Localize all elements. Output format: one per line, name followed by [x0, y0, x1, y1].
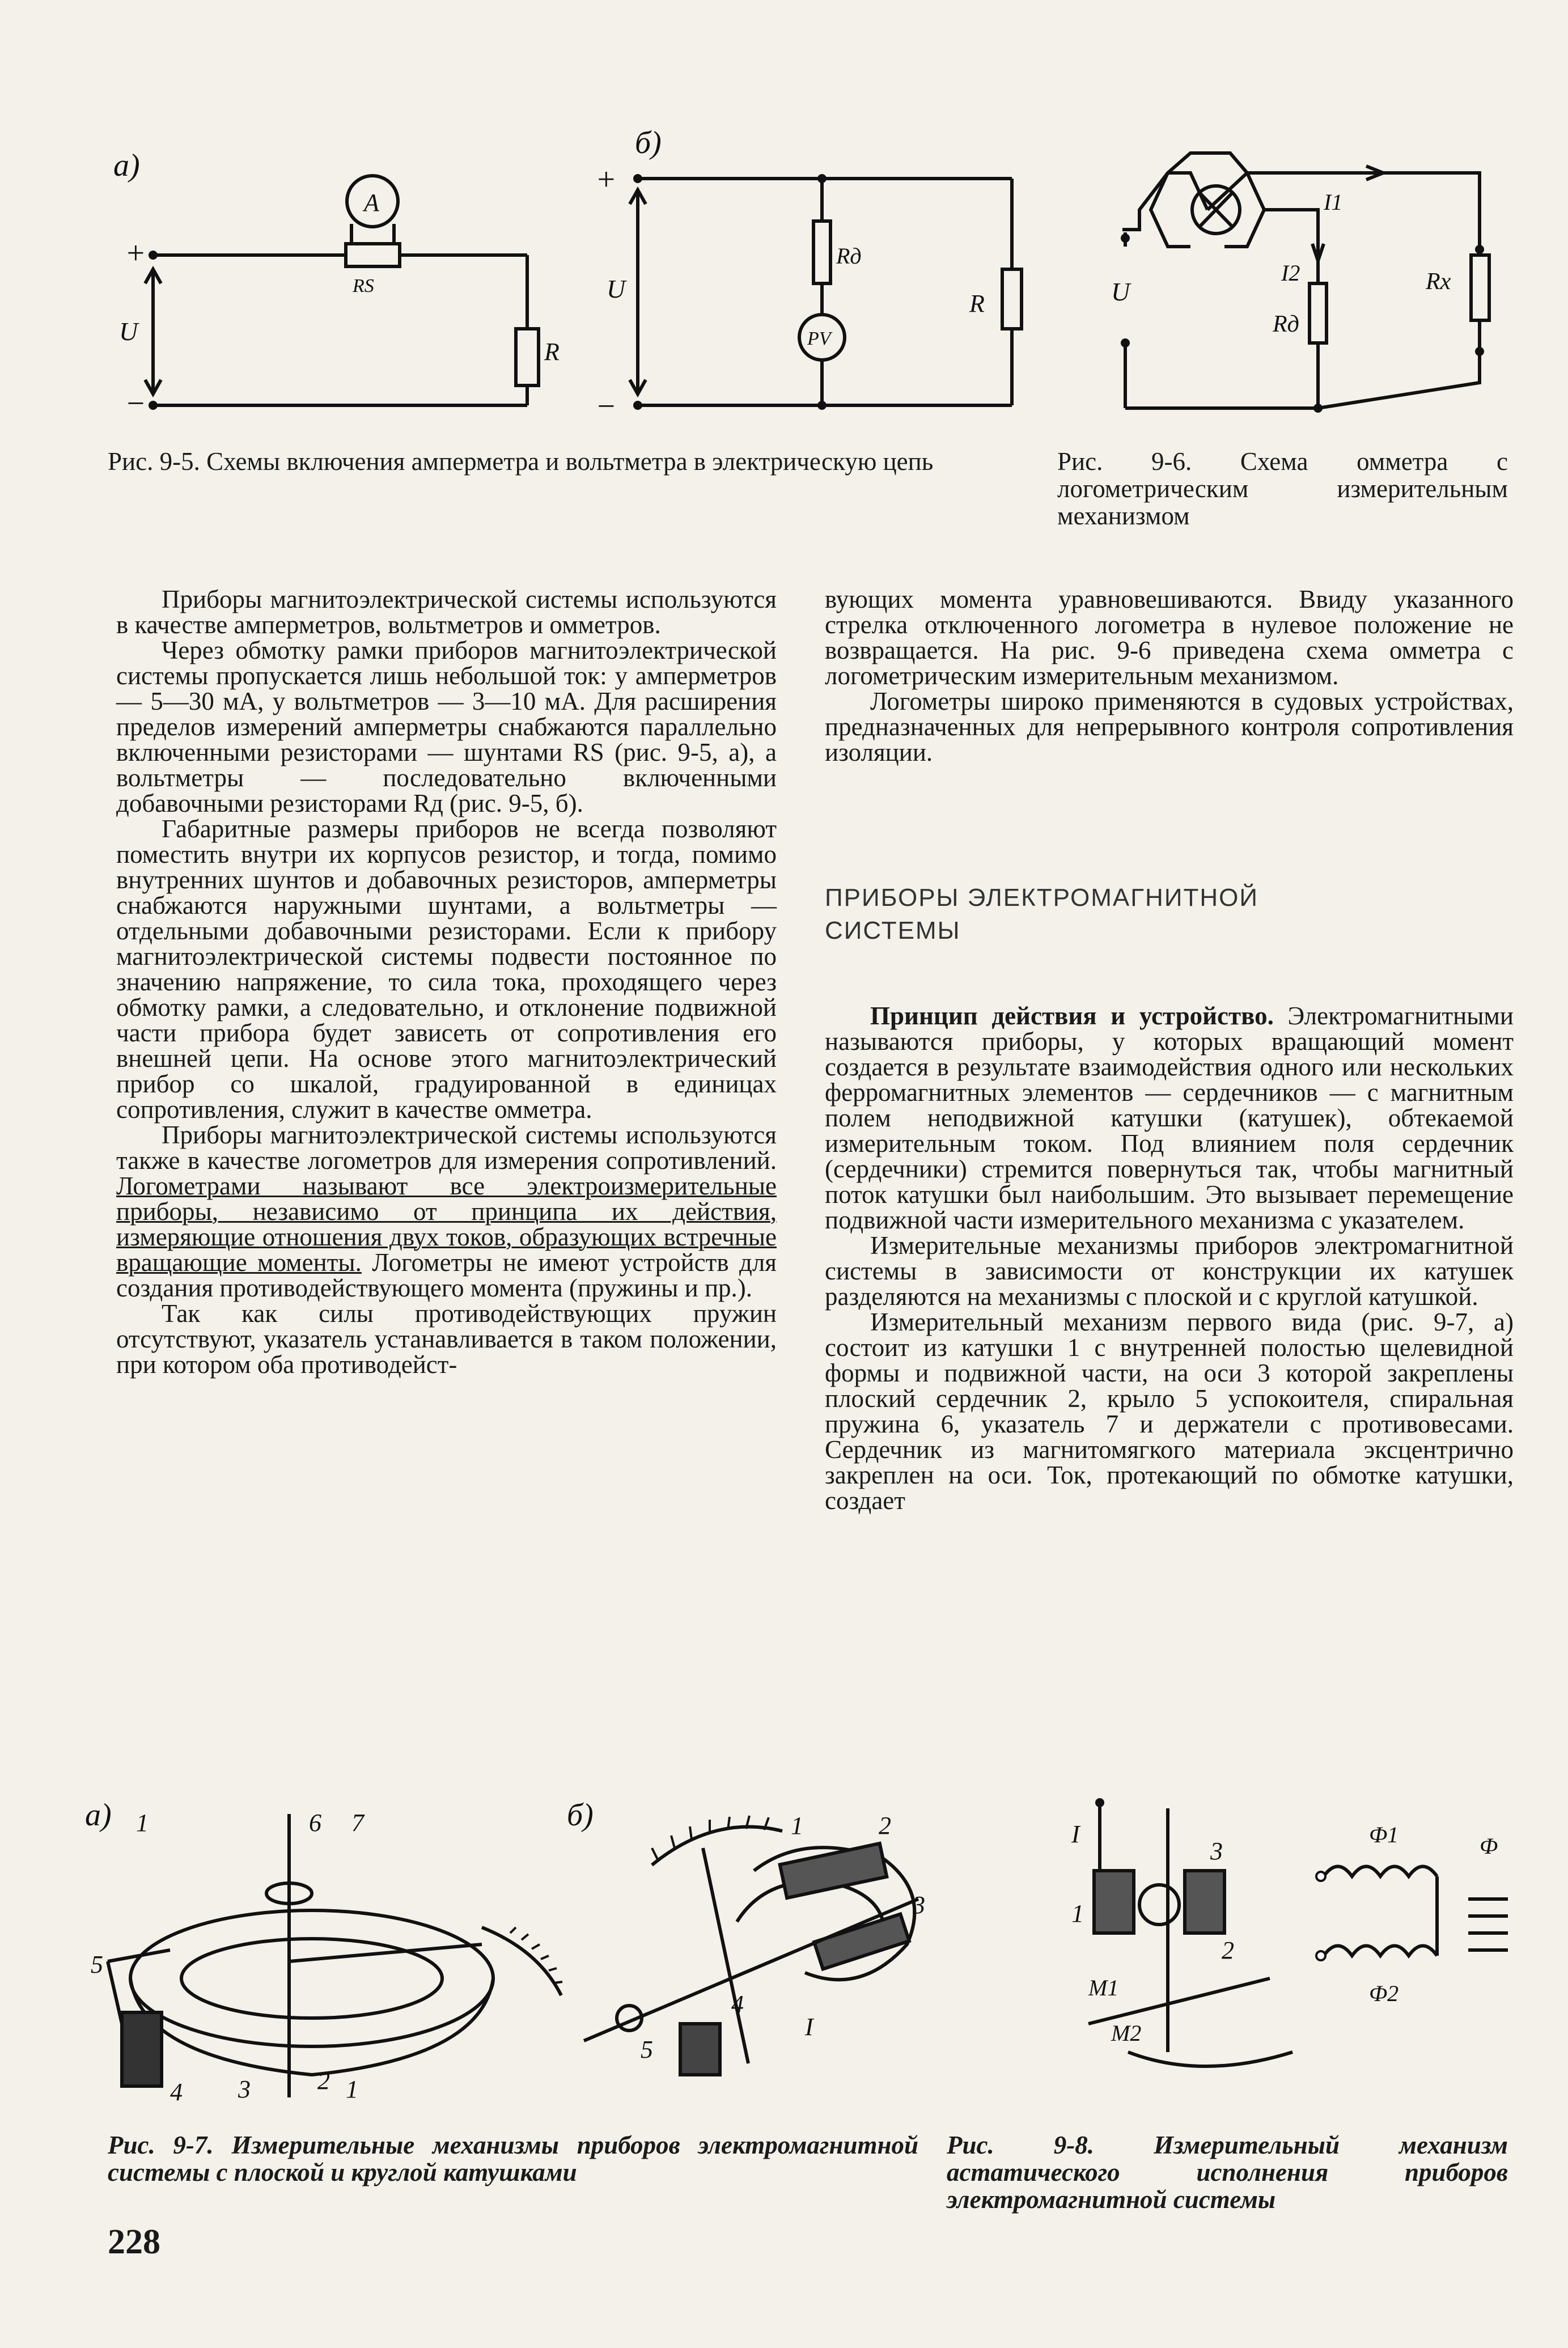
- round-coil-mechanism-drawing: [567, 1791, 998, 2103]
- figure-9-5-a: [108, 153, 561, 419]
- figure-part-letter: б): [567, 1798, 594, 1833]
- part-number-label: 4: [731, 1990, 744, 2018]
- minus-terminal-label: −: [125, 386, 146, 419]
- part-number-label: 7: [351, 1809, 364, 1837]
- part-number-label: 5: [641, 2036, 653, 2063]
- voltage-label: U: [119, 317, 138, 346]
- current-label: I: [1071, 1820, 1080, 1848]
- flux-phi2-label: Ф2: [1369, 1981, 1399, 2006]
- part-number-label: 1: [346, 2075, 358, 2103]
- part-number-label: 3: [913, 1891, 925, 1919]
- voltage-label: U: [607, 274, 626, 303]
- plus-terminal-label: +: [125, 236, 146, 271]
- part-number-label: 1: [791, 1812, 803, 1840]
- section-heading: [825, 881, 1514, 947]
- part-number-label: 3: [1210, 1837, 1223, 1865]
- part-number-label: 2: [879, 1812, 891, 1840]
- text-run: Приборы магнитоэлектрической системы используются также в качестве логометров для измерения сопротивлений.: [116, 1121, 777, 1175]
- figure-9-5-caption: Рис. 9-5. Схемы включения амперметра и вольтметра в электрическую цепь: [108, 447, 934, 476]
- figure-part-letter: б): [635, 125, 662, 160]
- part-number-label: 4: [170, 2078, 183, 2103]
- figure-part-letter: а): [85, 1798, 112, 1833]
- paragraph-lead-in: Принцип действия и устройство.: [870, 1002, 1274, 1030]
- figure-9-8: [1054, 1786, 1525, 2103]
- section-heading-line: СИСТЕМЫ: [825, 917, 961, 944]
- text-run: Логометры не имеют устройств для создания противодействующего момента (пружины и пр.).: [116, 1248, 777, 1302]
- underlined-definition: Логометрами называют все электроизмерительные приборы, независимо от принципа их действия, измеряющие отношения двух токов, образующих встречные вращающие моменты.: [116, 1172, 777, 1277]
- text-run: Электромагнитными называются приборы, у которых вращающий момент создается в результате взаимодействия одного или нескольких ферромагнитных элементов — сердечников — с магнитным полем неподвижной катушки (катушек), обтекаемой измерительным током. Под влиянием поля сердечник (сердечники) стремится повернуться так, чтобы магнитный поток катушки был наибольшим. Это вызывает перемещение подвижной части измерительного механизма с указателем.: [825, 1002, 1514, 1234]
- section-heading-line: ПРИБОРЫ ЭЛЕКТРОМАГНИТНОЙ: [825, 884, 1258, 912]
- voltmeter-label: PV: [807, 328, 831, 349]
- figure-9-7-caption: Рис. 9-7. Измерительные механизмы приборов электромагнитной системы с плоской и круглой катушками: [108, 2131, 918, 2186]
- part-number-label: 3: [238, 2075, 251, 2103]
- current-label: I: [805, 2013, 813, 2041]
- figure-9-5-b: [590, 125, 1043, 419]
- torque-m2-label: M2: [1111, 2020, 1142, 2046]
- part-number-label: 2: [1222, 1936, 1234, 1964]
- rx-label: Rx: [1426, 269, 1451, 295]
- paragraph: [116, 1122, 777, 1301]
- paragraph: Приборы магнитоэлектрической системы используются в качестве амперметров, вольтметров и омметров.: [116, 585, 777, 639]
- flat-coil-mechanism-drawing: [74, 1791, 584, 2103]
- figure-9-7-a: [74, 1791, 584, 2103]
- part-number-label: 1: [1071, 1900, 1084, 1927]
- rd-label: Rд: [1273, 311, 1299, 337]
- torque-m1-label: M1: [1088, 1975, 1119, 2001]
- resistor-label: R: [544, 338, 560, 366]
- voltmeter-circuit-diagram: [590, 125, 1043, 419]
- resistor-label: R: [969, 290, 985, 317]
- ammeter-circuit-diagram: [108, 153, 561, 419]
- paragraph: Так как силы противодействующих пружин отсутствуют, указатель устанавливается в таком положении, при котором оба противодейст-: [116, 1299, 777, 1379]
- part-number-label: 5: [91, 1951, 103, 1978]
- current-2-label: I2: [1281, 260, 1300, 286]
- left-text-column: [116, 587, 777, 1378]
- shunt-label: RS: [353, 276, 374, 296]
- voltage-label: U: [1111, 277, 1130, 306]
- plus-terminal-label: +: [595, 162, 617, 197]
- paragraph: Измерительный механизм первого вида (рис. 9-7, а) состоит из катушки 1 с внутренней полостью щелевидной формы и подвижной части, на оси 3 которой закреплены плоский сердечник 2, крыло 5 успокоителя, спиральная пружина 6, указатель 7 и держатели с противовесами. Сердечник из магнитомягкого материала эксцентрично закреплен на оси. Ток, протекающий по обмотке катушки, создает: [825, 1308, 1514, 1515]
- paragraph: вующих момента уравновешиваются. Ввиду указанного стрелка отключенного логометра в нулевое положение не возвращается. На рис. 9-6 приведена схема омметра с логометрическим измерительным механизмом.: [825, 585, 1514, 690]
- series-resistor-label: Rд: [836, 243, 862, 269]
- paragraph: Через обмотку рамки приборов магнитоэлектрической системы пропускается лишь небольшой ток: у амперметров — 5—30 мА, у вольтметров — 3—10 мА. Для расширения пределов измерений амперметры снабжаются параллельно включенными резисторами — шунтами RS (рис. 9-5, а), а вольтметры — последовательно включенными добавочными резисторами Rд (рис. 9-5, б).: [116, 636, 777, 817]
- minus-terminal-label: −: [595, 389, 617, 419]
- paragraph: Логометры широко применяются в судовых устройствах, предназначенных для непрерывного контроля сопротивления изоляции.: [825, 687, 1514, 766]
- part-number-label: 1: [136, 1809, 149, 1837]
- figure-9-8-caption: Рис. 9-8. Измерительный механизм астатического исполнения приборов электромагнитной системы: [947, 2131, 1508, 2214]
- ammeter-label: A: [364, 189, 379, 217]
- flux-phi1-label: Ф1: [1369, 1822, 1399, 1847]
- part-number-label: 2: [317, 2067, 330, 2095]
- page-number: 228: [108, 2223, 160, 2261]
- right-text-column: [825, 587, 1514, 765]
- paragraph: [825, 1003, 1514, 1233]
- figure-part-letter: а): [113, 153, 140, 183]
- figure-9-7-b: [567, 1791, 998, 2103]
- paragraph: Габаритные размеры приборов не всегда позволяют поместить внутри их корпусов резистор, и тогда, помимо внутренних шунтов и добавочных резисторов, амперметры снабжаются наружными шунтами, а вольтметры — отдельными добавочными резисторами. Если к прибору магнитоэлектрической системы подвести постоянное по значению напряжение, то сила тока, проходящего через обмотку рамки, а следовательно, и отклонение подвижной части прибора будет зависеть от сопротивления его внешней цепи. На основе этого магнитоэлектрический прибор со шкалой, градуированной в единицах сопротивления, служит в качестве омметра.: [116, 815, 777, 1124]
- paragraph: Измерительные механизмы приборов электромагнитной системы в зависимости от конструкции их катушек разделяются на механизмы с плоской и с круглой катушкой.: [825, 1231, 1514, 1311]
- part-number-label: 6: [309, 1809, 321, 1837]
- astatic-mechanism-drawing: [1054, 1786, 1525, 2103]
- current-1-label: I1: [1324, 189, 1343, 215]
- figure-9-6: [1094, 147, 1525, 425]
- figure-9-6-caption: Рис. 9-6. Схема омметра с логометрическим измерительным механизмом: [1057, 447, 1508, 530]
- ohmmeter-circuit-diagram: [1094, 147, 1525, 425]
- flux-phi-label: Ф: [1480, 1833, 1498, 1859]
- right-text-column-continued: [825, 1003, 1514, 1514]
